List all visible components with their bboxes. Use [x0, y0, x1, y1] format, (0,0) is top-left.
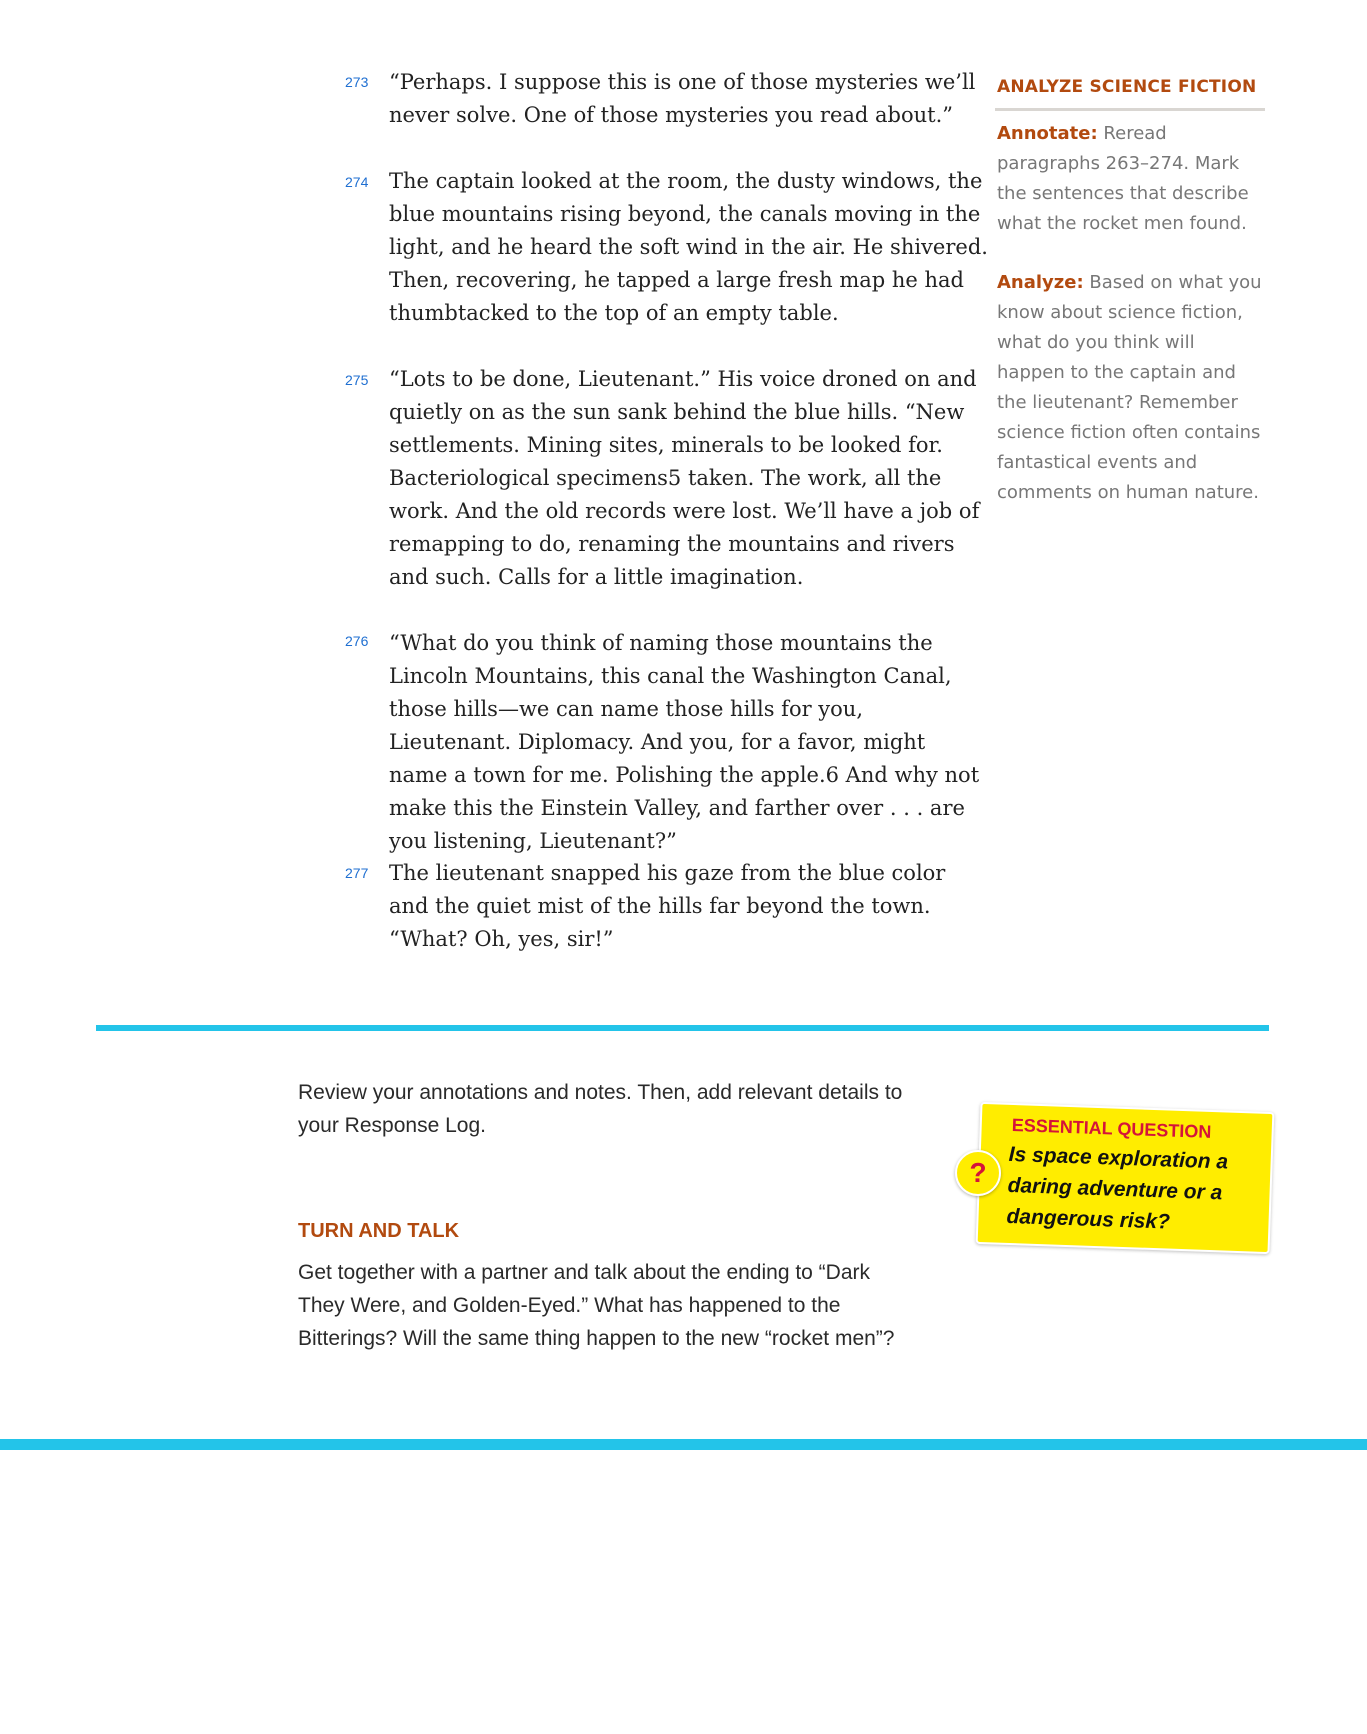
question-mark-icon: ?: [955, 1150, 1001, 1196]
annotate-text: Reread paragraphs 263–274. Mark the sentences that describe what the rocket men found.: [997, 123, 1249, 234]
analyze-note: [997, 268, 1265, 508]
footer-divider: [0, 1439, 1367, 1450]
paragraph-text: “Perhaps. I suppose this is one of those mysteries we’ll never solve. One of those mysteries you read about.”: [389, 70, 976, 127]
paragraph-number: 274: [345, 174, 369, 190]
essential-question-text: Is space exploration a daring adventure or a dangerous risk?: [1006, 1142, 1229, 1234]
turn-and-talk-heading: TURN AND TALK: [298, 1220, 460, 1242]
sidebar-title: ANALYZE SCIENCE FICTION: [997, 77, 1257, 97]
section-divider: [96, 1025, 1269, 1031]
paragraph-number: 276: [345, 633, 369, 649]
sidebar-divider: [995, 108, 1265, 111]
annotate-label: Annotate:: [997, 123, 1098, 144]
analyze-label: Analyze:: [997, 272, 1084, 293]
paragraph-text: “Lots to be done, Lieutenant.” His voice droned on and quietly on as the sun sank behind the blue hills. “New settlements. Mining sites, minerals to be looked for. Bacteriological specimens5 taken. The work, all the work. And the old records were lost. We’ll have a job of remapping to do, renaming the mountains and rivers and such. Calls for a little imagination.: [389, 367, 980, 589]
paragraph-number: 275: [345, 372, 369, 388]
essential-question-card: [976, 1102, 1275, 1254]
paragraph-text: The captain looked at the room, the dusty windows, the blue mountains rising beyond, the canals moving in the light, and he heard the soft wind in the air. He shivered. Then, recovering, he tapped a large fresh map he had thumbtacked to the top of an empty table.: [389, 169, 988, 325]
annotate-note: [997, 119, 1265, 239]
paragraph-text: The lieutenant snapped his gaze from the blue color and the quiet mist of the hills far beyond the town.: [389, 861, 946, 918]
turn-and-talk-text: Get together with a partner and talk about the ending to “Dark They Were, and Golden-Eyed.” What has happened to the Bitterings? Will the same thing happen to the new “rocket men”?: [298, 1261, 895, 1350]
paragraph-number: 277: [345, 865, 369, 881]
paragraph-number: 273: [345, 74, 369, 90]
paragraph-text: “What do you think of naming those mountains the Lincoln Mountains, this canal the Washington Canal, those hills—we can name those hills for you, Lieutenant. Diplomacy. And you, for a favor, might name a town for me. Polishing the apple.6 And why not make this the Einstein Valley, and farther over . . . are you listening, Lieutenant?”: [389, 631, 980, 853]
analyze-text: Based on what you know about science fiction, what do you think will happen to the captain and the lieutenant? Remember science fiction often contains fantastical events and comments on human nature.: [997, 272, 1262, 503]
review-text: Review your annotations and notes. Then, add relevant details to your Response Log.: [298, 1081, 903, 1137]
essential-question-label: ESSENTIAL QUESTION: [1011, 1115, 1212, 1142]
paragraph-text-continued: “What? Oh, yes, sir!”: [389, 927, 614, 951]
